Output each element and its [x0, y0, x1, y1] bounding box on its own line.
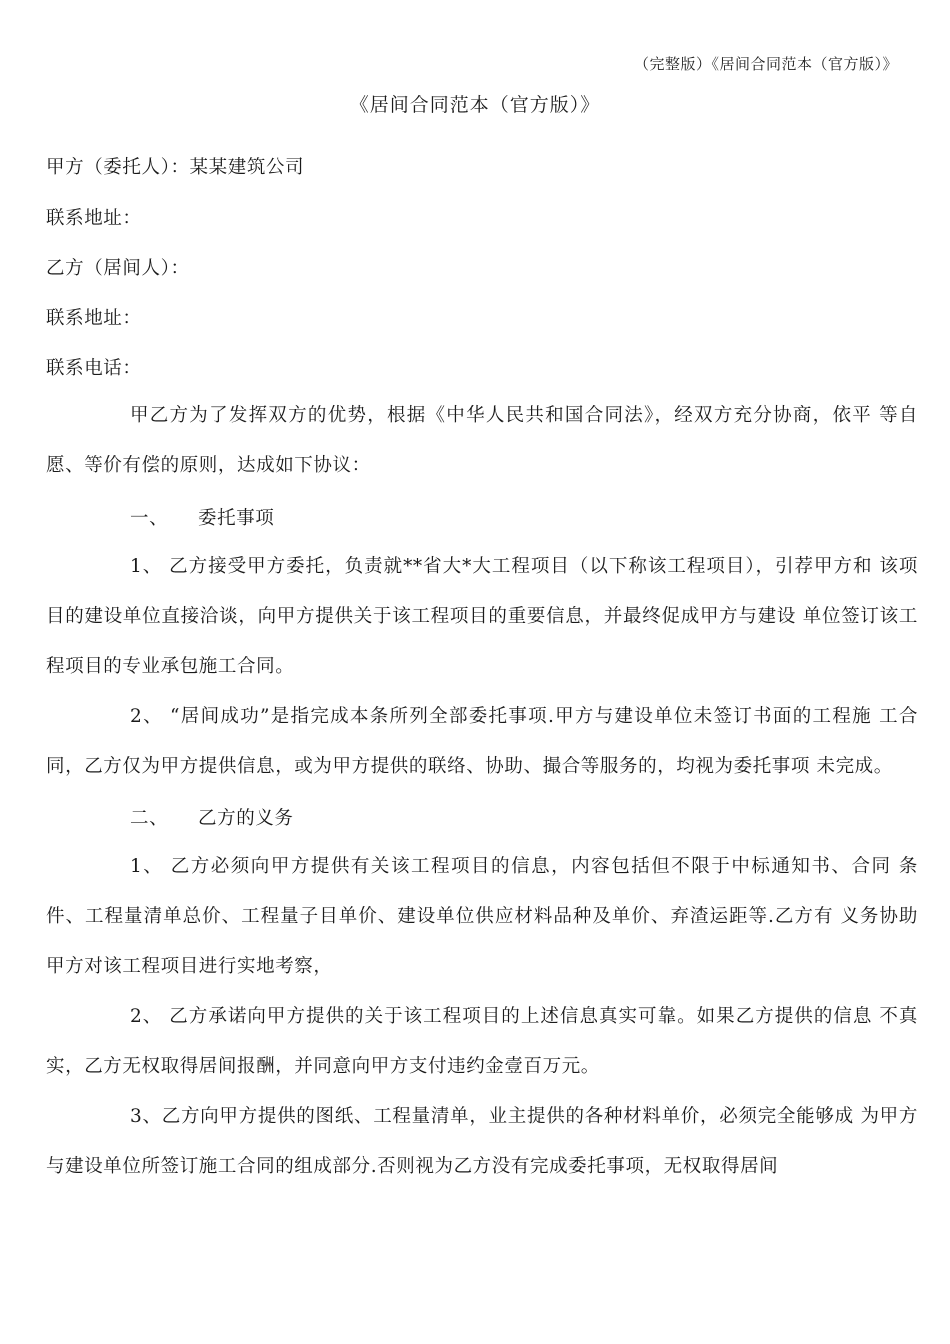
- section-1-title: 委托事项: [198, 508, 275, 529]
- party-a-address-line: 联系地址：: [46, 208, 142, 229]
- section-1-number: 一、: [130, 508, 169, 529]
- intro-paragraph: 甲乙方为了发挥双方的优势，根据《中华人民共和国合同法》，经双方充分协商，依平 等自愿、等价有偿的原则，达成如下协议：: [46, 405, 918, 476]
- section-1-item-2: 2、 “居间成功”是指完成本条所列全部委托事项.甲方与建设单位未签订书面的工程施 工合同，乙方仅为甲方提供信息，或为甲方提供的联络、协助、撮合等服务的，均视为委托事项 未完成。: [46, 706, 918, 777]
- section-2-item-1: 1、 乙方必须向甲方提供有关该工程项目的信息，内容包括但不限于中标通知书、合同 条件、工程量清单总价、工程量子目单价、建设单位供应材料品种及单价、弃渣运距等.乙方有 义务协助甲方对该工程项目进行实地考察，: [46, 856, 918, 977]
- section-1-heading: [130, 504, 274, 530]
- party-b-address-line: 联系地址：: [46, 308, 142, 329]
- party-b-line: 乙方（居间人）：: [46, 258, 190, 279]
- section-2-number: 二、: [130, 808, 169, 829]
- section-1-item-1: 1、 乙方接受甲方委托，负责就**省大*大工程项目（以下称该工程项目），引荐甲方和 该项目的建设单位直接洽谈，向甲方提供关于该工程项目的重要信息，并最终促成甲方与建设 单位签订该工程项目的专业承包施工合同。: [46, 556, 918, 677]
- section-2-heading: [130, 804, 294, 830]
- section-2-item-2: 2、 乙方承诺向甲方提供的关于该工程项目的上述信息真实可靠。如果乙方提供的信息 不真实，乙方无权取得居间报酬，并同意向甲方支付违约金壹百万元。: [46, 1006, 918, 1077]
- section-2-title: 乙方的义务: [198, 808, 294, 829]
- party-b-phone-line: 联系电话：: [46, 358, 142, 379]
- page-header: （完整版）《居间合同范本（官方版）》: [633, 55, 898, 73]
- party-a-line: 甲方（委托人）：某某建筑公司: [46, 157, 305, 178]
- section-2-item-3: 3、乙方向甲方提供的图纸、工程量清单，业主提供的各种材料单价，必须完全能够成 为甲方与建设单位所签订施工合同的组成部分.否则视为乙方没有完成委托事项，无权取得居间: [46, 1106, 918, 1177]
- document-title: 《居间合同范本（官方版）》: [349, 94, 601, 116]
